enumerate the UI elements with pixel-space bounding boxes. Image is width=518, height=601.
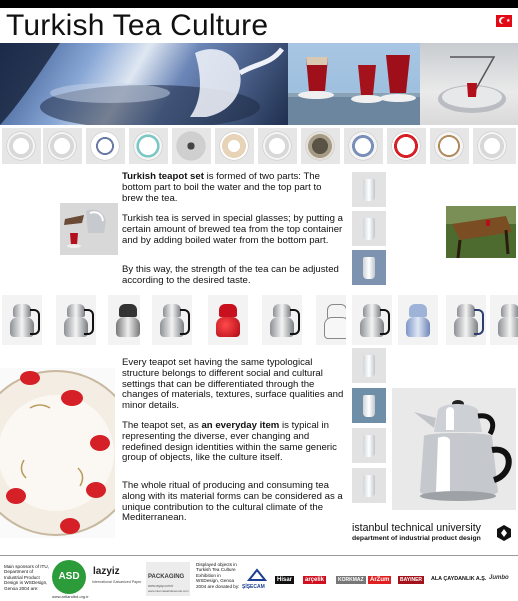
tea-serving-paragraph: Turkish tea is served in special glasses; by putting a certain amount of brewed tea from the top container and by adding boiled water from the bottom part.: [122, 213, 343, 246]
typology-paragraph: Every teapot set having the same typological structure belongs to different social and cultural settings that can be differentiated through the changes of materials, textures, surface qualities and minor details.: [122, 357, 344, 412]
sponsors-footer: [0, 555, 518, 601]
everyday-item-text-a: The teapot set, as: [122, 420, 202, 431]
department-name: department of industrial product design: [352, 535, 481, 542]
teapot-photo: [56, 295, 96, 345]
teapot-photo: [490, 295, 518, 345]
sisecam-logo: ŞİŞECAM: [242, 584, 265, 590]
tea-glass-photo: [352, 348, 386, 383]
plate-photo: [387, 128, 426, 164]
lazyiz-subtitle: International Galvanized Paper: [92, 580, 142, 584]
teapot-reflection-photo: [0, 43, 288, 125]
itu-emblem-icon: [496, 524, 512, 542]
brand-logo: arçelik: [305, 577, 325, 583]
packaging-logo-text: PACKAGING: [148, 574, 185, 580]
garden-table-photo: [446, 206, 516, 258]
asd-logo-text: ASD: [58, 571, 80, 582]
top-bar: [0, 0, 518, 8]
sisecam-icon: [247, 568, 267, 582]
teapot-photo: [208, 295, 248, 345]
brand-logo: BAYINER: [400, 577, 423, 583]
tea-tray-photo: [420, 43, 518, 125]
tea-strength-paragraph: By this way, the strength of the tea can be adjusted according to the desired taste.: [122, 264, 339, 286]
tea-glass-photo: [352, 211, 386, 246]
brand-logo: KORKMAZ: [338, 577, 364, 583]
packaging-url: www.rayap.com.tr: [148, 584, 174, 588]
teapot-photo: [398, 295, 438, 345]
brand-logo: ALA ÇAYDANLIK A.Ş.: [431, 576, 487, 582]
teapot-photo: [446, 295, 486, 345]
banner-photos: [0, 43, 518, 125]
teapot-description-text: is formed of two parts: The bottom part to boil the water and the top part to brew the tea.: [122, 171, 322, 204]
double-teapot-photo: [392, 388, 516, 510]
university-name: istanbul technical university: [352, 522, 481, 534]
everyday-item-text-b: is typical in representing the diverse, ever changing and redefined design identities within the same generic group of objects, like the culture itself.: [122, 420, 337, 464]
asd-logo: [52, 560, 86, 594]
plate-photo-strip: [0, 128, 518, 164]
teapot-photo: [352, 295, 392, 345]
tea-glass-photo: [352, 428, 386, 463]
plate-photo: [86, 128, 125, 164]
teapot-description: [122, 172, 344, 204]
teapot-photo: [108, 295, 140, 345]
tea-glasses-photo: [288, 43, 420, 125]
teapot-photo: [152, 295, 192, 345]
tea-glass-photo: [352, 468, 386, 503]
teapot-photo: [2, 295, 42, 345]
asd-url: www.artlandbd.org.tr: [52, 594, 89, 599]
plate-photo: [301, 128, 340, 164]
plate-photo: [2, 128, 41, 164]
plate-photo: [129, 128, 168, 164]
brand-logo: ArZum: [370, 577, 390, 583]
packaging-logo: [146, 562, 190, 596]
brand-logo: Jumbo: [489, 575, 509, 581]
tea-pouring-photo: [60, 203, 118, 255]
plate-photo: [258, 128, 297, 164]
plate-photo: [344, 128, 383, 164]
turkey-flag-icon: ★: [496, 15, 512, 27]
teapot-set-term: Turkish teapot set: [122, 171, 204, 182]
sponsor-note: Main sponsors of ITU, Department of Industrial Product Design in WSDesign, Genoa 2004 are:: [4, 564, 49, 591]
everyday-item-term: an everyday item: [201, 420, 280, 431]
lazyiz-logo: lazyiz: [93, 566, 120, 577]
teapot-photo: [316, 295, 346, 345]
plate-photo: [473, 128, 516, 164]
tea-glass-photo: [352, 388, 386, 423]
plate-photo: [172, 128, 211, 164]
display-note: Displayed objects in Turkish Tea Culture Exhibition in WSDesign, Genoa 2004 are donated by:: [196, 562, 240, 589]
plate-photo: [430, 128, 469, 164]
brand-logo: Hisar: [277, 577, 293, 583]
ritual-paragraph: The whole ritual of producing and consuming tea along with its material forms can be considered as a unique contribution to the cultural climate of the Mediterranean.: [122, 480, 343, 524]
plate-photo: [43, 128, 82, 164]
tea-glass-photo: [352, 172, 386, 207]
teapot-collection-row: [0, 295, 518, 345]
plate-photo: [215, 128, 254, 164]
everyday-item-paragraph: [122, 421, 344, 464]
page-title: Turkish Tea Culture: [6, 9, 269, 42]
tea-glass-photo: [352, 250, 386, 285]
packaging-subtitle: www.intermasahdewoods.com: [148, 589, 189, 593]
teapot-photo: [262, 295, 302, 345]
decorated-plate-photo: [0, 368, 115, 538]
